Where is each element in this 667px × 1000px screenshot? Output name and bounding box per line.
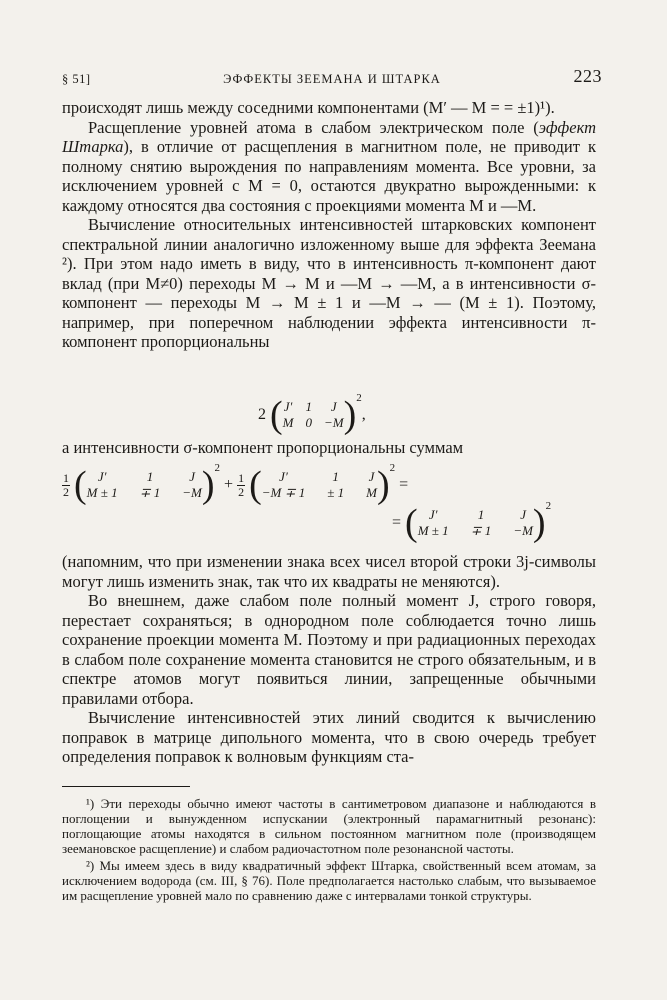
running-title: ЭФФЕКТЫ ЗЕЕМАНА И ШТАРКА [223, 72, 441, 86]
section-ref: § 51] [62, 72, 91, 86]
paragraph-1-end: ), в отличие от расщепления в магнитном поле, не приводит к полному снятию вырождения по направлениям момента. Все уровни, за исключением уровней с M = 0, остаются двукратно вырожденными: к каждому относятся два состояния с проекциями момента M и —M. [62, 137, 596, 215]
symbol-entry: M [282, 415, 294, 431]
footnote-rule [62, 786, 190, 787]
formula-sigma-result: = ( J′ M ± 1 1 ∓ 1 J −M ) $^2$ [392, 500, 552, 545]
paragraph-6: Вычисление интенсивностей этих линий сводится к вычислению поправок в матрице дипольного момента, что в свою очередь требует определения поправок к волновым функциям ста- [62, 708, 596, 766]
paragraph-3: а интенсивности σ-компонент пропорциональны суммам [62, 438, 464, 457]
stark-effect-term: эффект Штарка [62, 117, 596, 156]
page-number: 223 [573, 66, 602, 86]
text-block-mid [62, 438, 596, 458]
footnote-1: ¹) Эти переходы обычно имеют частоты в сантиметровом диапазоне и наблюдаются в поглощении и вынужденном испускании (электронный парамагнитный резонанс): поглощающие атомы находятся в сильном постоянном магнитном поле (производящем зеемановское расщепление) и слабом радиочастотном поле резонансной частоты. [62, 796, 596, 856]
running-header [62, 66, 602, 92]
plus-sign: + [224, 476, 234, 493]
formula-coefficient: 2 [258, 406, 266, 423]
formula-punct: , [361, 406, 366, 423]
paragraph-0: происходят лишь между соседними компонентами (M′ — M = = ±1)¹). [62, 98, 555, 117]
symbol-entry: J [330, 399, 337, 415]
three-j-symbol: ( J′ M ± 1 1 ∓ 1 J −M ) [405, 502, 546, 545]
three-j-symbol: ( J′ −M ∓ 1 1 ± 1 J M ) [249, 464, 390, 507]
text-block-bottom [62, 552, 596, 767]
paragraph-5: Во внешнем, даже слабом поле полный момент J, строго говоря, перестает сохраняться; в однородном поле соблюдается точно лишь сохранение проекции момента M. Поэтому и при радиационных переходах в слабом поле сохранение момента становится не строго обязательным, и в спектре атомов могут появиться линии, запрещенные обычными правилами отбора. [62, 591, 596, 708]
three-j-symbol: ( J′ M ± 1 1 ∓ 1 J −M ) [74, 464, 215, 507]
text-block-top [62, 98, 596, 352]
fraction-half: $\frac{1}{2}$ [238, 470, 245, 499]
paragraph-1 [62, 118, 596, 216]
symbol-entry: 0 [305, 415, 312, 431]
formula-exponent: 2 [356, 392, 362, 404]
equals-sign: = [392, 514, 402, 531]
formula-sigma-sum: $\frac{1}{2}$ ( J′ M ± 1 1 ∓ 1 J −M ) $^2$ + $\frac{1}{2}$ ( J′ −M ∓ 1 1 ± 1 J M ) $^2$ = [63, 462, 409, 507]
footnote-2: ²) Мы имеем здесь в виду квадратичный эффект Штарка, свойственный всем атомам, за исключением водорода (см. III, § 76). Поле предполагается настолько слабым, что вызываемое им расщепление уровней мало по сравнению даже с интервалами тонкой структуры. [62, 858, 596, 903]
symbol-entry: J′ [283, 399, 293, 415]
formula-pi-intensity [258, 392, 366, 437]
equals-sign: = [399, 476, 409, 493]
symbol-entry: −M [324, 415, 344, 431]
three-j-symbol: ( J′ M 1 0 J −M ) [270, 394, 357, 437]
paragraph-1-start: Расщепление уровней атома в слабом электрическом поле ( [88, 117, 539, 137]
paragraph-4: (напомним, что при изменении знака всех чисел второй строки 3j-символы могут лишь изменить знак, так что их квадраты не меняются). [62, 552, 596, 591]
symbol-entry: 1 [305, 399, 312, 415]
paragraph-2: Вычисление относительных интенсивностей штарковских компонент спектральной линии аналогично изложенному выше для эффекта Зеемана ²). При этом надо иметь в виду, что в интенсивность π-компонент дают вклад (при M≠0) переходы M → M и —M → —M, а в интенсивности σ-компонент — переходы M → M ± 1 и —M → — (M ± 1). Поэтому, например, при поперечном наблюдении эффекта интенсивности π-компонент пропорциональны [62, 215, 596, 351]
footnotes [62, 796, 596, 903]
fraction-half: $\frac{1}{2}$ [63, 470, 69, 499]
